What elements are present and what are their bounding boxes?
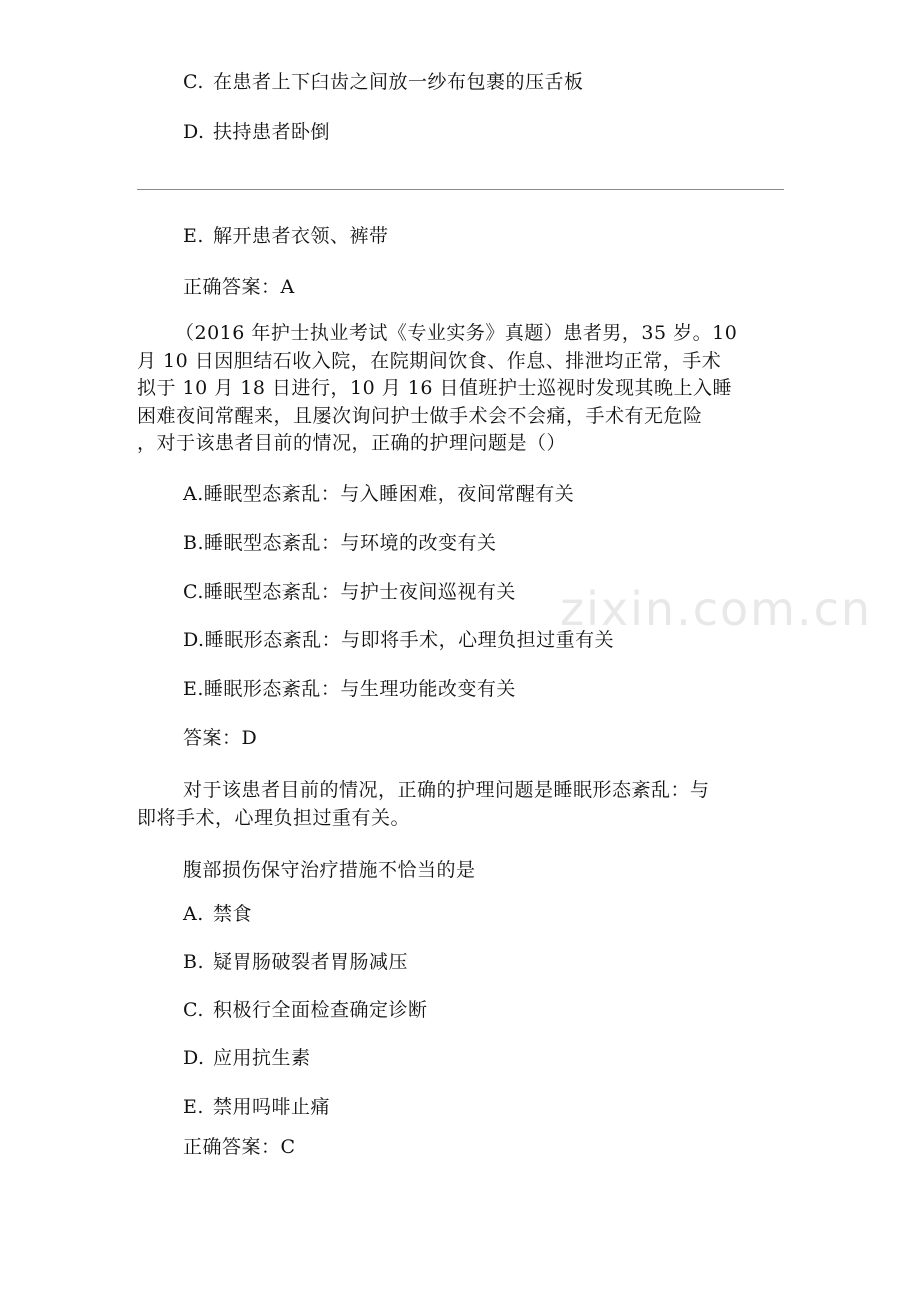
q3-answer: 正确答案：C — [183, 1136, 296, 1158]
option-text: 在患者上下臼齿之间放一纱布包裹的压舌板 — [213, 71, 584, 93]
q1-option-e — [183, 221, 389, 251]
option-text: 禁用吗啡止痛 — [213, 1096, 331, 1118]
option-text: 扶持患者卧倒 — [213, 121, 331, 143]
option-text: 解开患者衣领、裤带 — [213, 225, 389, 247]
option-text: 睡眠形态紊乱：与即将手术，心理负担过重有关 — [204, 629, 615, 651]
q3-option-b — [183, 947, 408, 977]
q2-stem-line: （2016 年护士执业考试《专业实务》真题）患者男，35 岁。10 — [175, 322, 738, 344]
option-text: 应用抗生素 — [213, 1047, 311, 1069]
q3-option-c — [183, 995, 428, 1025]
q2-explanation — [137, 777, 710, 832]
option-letter: A. — [183, 483, 204, 505]
watermark: zixin.com.cn — [560, 582, 873, 636]
q3-option-e — [183, 1092, 330, 1122]
option-letter: E. — [183, 1096, 204, 1118]
option-text: 睡眠型态紊乱：与环境的改变有关 — [204, 532, 497, 554]
q2-stem-line: ，对于该患者目前的情况，正确的护理问题是（） — [137, 432, 567, 454]
option-letter: C. — [183, 581, 204, 603]
option-letter: D. — [183, 1047, 205, 1069]
q2-stem-line: 困难夜间常醒来，且屡次询问护士做手术会不会痛，手术有无危险 — [137, 404, 703, 427]
option-letter: E. — [183, 225, 204, 247]
q3-stem: 腹部损伤保守治疗措施不恰当的是 — [183, 859, 476, 881]
option-letter: B. — [183, 951, 205, 973]
option-text: 疑胃肠破裂者胃肠减压 — [213, 951, 409, 973]
q1-option-d — [183, 117, 330, 147]
option-letter: C. — [183, 71, 204, 93]
option-text: 睡眠型态紊乱：与入睡困难，夜间常醒有关 — [203, 483, 575, 505]
q2-stem-line: 拟于 10 月 18 日进行，10 月 16 日值班护士巡视时发现其晚上入睡 — [137, 377, 732, 399]
q1-option-c — [183, 67, 584, 97]
q2-explanation-line: 对于该患者目前的情况，正确的护理问题是睡眠形态紊乱：与 — [183, 779, 710, 801]
option-letter: A. — [183, 903, 204, 925]
page-divider — [137, 189, 784, 190]
option-letter: B. — [183, 532, 205, 554]
q2-answer: 答案：D — [183, 727, 258, 749]
option-letter: D. — [183, 121, 205, 143]
option-letter: C. — [183, 999, 204, 1021]
q1-answer: 正确答案：A — [183, 276, 295, 298]
q2-stem — [137, 320, 737, 458]
option-text: 睡眠型态紊乱：与护士夜间巡视有关 — [203, 581, 516, 603]
q3-option-d — [183, 1043, 311, 1073]
q2-stem-line: 月 10 日因胆结石收入院，在院期间饮食、作息、排泄均正常，手术 — [137, 349, 722, 372]
option-text: 禁食 — [213, 903, 253, 925]
q2-option-c — [183, 577, 516, 607]
option-letter: D. — [183, 629, 205, 651]
option-text: 积极行全面检查确定诊断 — [213, 999, 428, 1021]
q3-option-a — [183, 899, 252, 929]
q2-option-a — [183, 479, 574, 509]
q2-option-d — [183, 625, 614, 655]
option-text: 睡眠形态紊乱：与生理功能改变有关 — [203, 678, 516, 700]
q2-explanation-line: 即将手术，心理负担过重有关。 — [137, 806, 411, 829]
q2-option-b — [183, 528, 497, 558]
q2-option-e — [183, 674, 516, 704]
option-letter: E. — [183, 678, 204, 700]
